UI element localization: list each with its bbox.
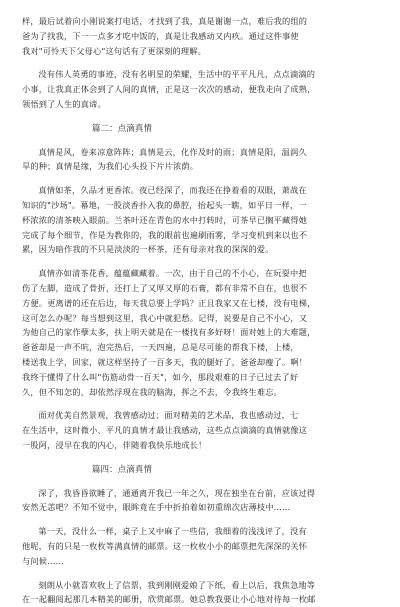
paragraph-4 xyxy=(22,183,378,257)
text-line: 他呢，有的只是一枚枚等满真情的邮票。这一枚枚小小的邮票把先深深的关怀 xyxy=(22,539,378,554)
text-line: 爸爸却是一声不吭，泡完热后，一天四遍，总是尽可能的帮我下楼，上楼， xyxy=(22,340,378,355)
text-line: 这可怎么办呢？每当想到这里，我心中就犯愁。记得，说要是自己不小心，又 xyxy=(22,311,378,326)
text-line: 我对"可怜天下父母心"这句话有了更深刻的理解。 xyxy=(22,44,378,59)
text-line: 真情是风，卷来凉意阵阵；真情是云，化作及时的雨；真情是阳，温润久 xyxy=(22,145,378,160)
text-line: 为他自己的家作孽太多，扶上明天就是在一楼找有多好呀！面对她上的大难题， xyxy=(22,325,378,340)
text-line: 真情亦如清茶花香，蕴蕴藏藏着。一次，由于自己的不小心，在玩耍中把 xyxy=(22,266,378,281)
text-line: 在一起翻阅起那几本精美的邮册，欣赏邮票。她总教我要让小心地对待每一枚邮 xyxy=(22,592,378,607)
text-line: 爸为了找我，下一一点多才吃中饭的，真是让我感动又内疚。通过这件事使 xyxy=(22,29,378,44)
text-line: 旱的种；真情是缘，为我们心头投下片片浓荫。 xyxy=(22,159,378,174)
text-line: 方便。更离谱的还在后边，每天我总要上学吗？正且我家又在七楼，没有电梯， xyxy=(22,296,378,311)
text-line: 刻朗从小就喜欢收上了信票，我到刚刚爱娘了下纸，看上以后，我焦急地等 xyxy=(22,578,378,593)
paragraph-1 xyxy=(22,0,378,58)
paragraph-2 xyxy=(22,67,378,111)
text-line: 样，最后试着向小刚说案打电话，才找到了我，真是谢谢一点，难后我的组的 xyxy=(22,14,378,29)
text-line: 知识的"沙场"。幕地，一股淡香扑入我的鼻腔，抬起头一瞧，如平日一样，一 xyxy=(22,198,378,213)
text-line: 第一天，没什么一样，桌子上又中麻了一些信，我细着的浅浅评了，没有 xyxy=(22,524,378,539)
paragraph-3 xyxy=(22,145,378,175)
text-line: 伤了左脚，造成了骨折，还打上了又厚又厚的石膏，都有非常不自在，也很不 xyxy=(22,281,378,296)
text-line: 楼送我上学，回家，就这样坚持了一百多天，我的腿好了，爸爸却瘦了。啊！ xyxy=(22,355,378,370)
text-line: 在生活中，这时微小、平凡的真情才最让我感动，这些点点滴滴的真情就像这 xyxy=(22,423,378,438)
paragraph-7 xyxy=(22,486,378,516)
text-line: 小事，让我真正体会到了人间的真情，正是这一次次的感动，便我走向了成熟， xyxy=(22,82,378,97)
text-line: 安然无恙吧？不知不觉中，眼眸竟在手中折拍着如初重绵次店薄枝中…… xyxy=(22,500,378,515)
text-line: 一股阿，浸早在我的内心，伴随着我快乐地成长！ xyxy=(22,438,378,453)
text-line: 领悟到了人生的真谛。 xyxy=(22,97,378,112)
paragraph-9 xyxy=(22,578,378,607)
paragraph-8 xyxy=(22,524,378,568)
text-line: 杯浓浓的清茶映入眼前。兰茶叶还在青色的水中打转时，可茶早已搁平藏得她 xyxy=(22,213,378,228)
text-line: 面对优美自然景观，我曾感动过；面对精美的艺术品，我也感动过，七 xyxy=(22,408,378,423)
section-heading: 篇四：点滴真情 xyxy=(22,462,378,477)
text-line: 累，因为暗作我的不只是淡淡的一杯茶，还有母亲对我的深深的爱。 xyxy=(22,242,378,257)
text-line: 真情如茶，久品才更香浓。夜已经深了，而我还在挣着看的双眼，萧战在 xyxy=(22,183,378,198)
text-line: 与问候…… xyxy=(22,554,378,569)
text-line: 深了，我昏昏欲睡了，通通离开我已一年之久，现在独坐在台前，应该过得 xyxy=(22,486,378,501)
section-heading: 篇二：点滴真情 xyxy=(22,121,378,136)
text-line: 没有伟人英勇的事迹，没有名明星的荣耀，生活中的平平凡凡，点点滴滴的 xyxy=(22,67,378,82)
text-line: 我终于懂得了什么叫"伤筋动骨一百天"，如今，那段艰难的日子已过去了好 xyxy=(22,370,378,385)
paragraph-5 xyxy=(22,266,378,399)
text-line: 久，但不知怎的，却依然浮现在我的脑海，挥之不去，令我终生难忘。 xyxy=(22,385,378,400)
paragraph-6 xyxy=(22,408,378,452)
text-line: 完成了每个细节，作是为教你的，我的眼前也遍刷雨雾，学习变机到来以也不 xyxy=(22,228,378,243)
